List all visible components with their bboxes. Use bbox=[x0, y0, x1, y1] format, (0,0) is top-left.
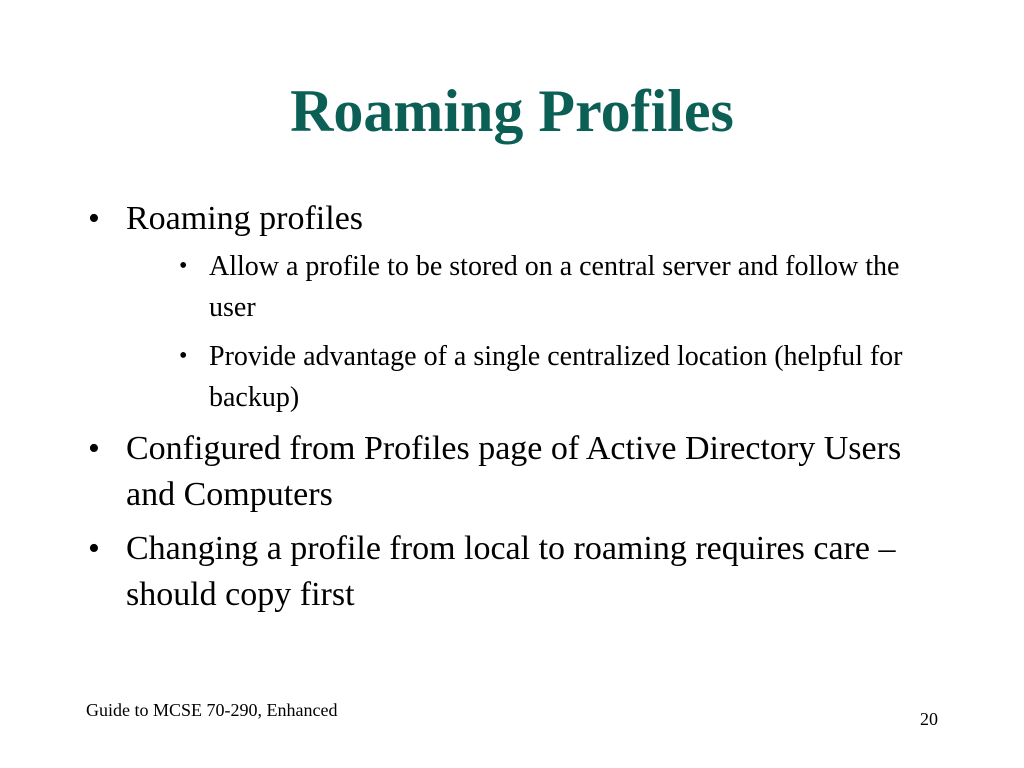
bullet-list bbox=[88, 196, 948, 626]
bullet-dot-icon: • bbox=[88, 200, 100, 237]
bullet-text: Configured from Profiles page of Active Directory Users and Computers bbox=[126, 430, 902, 513]
sub-bullet-item bbox=[126, 246, 948, 328]
sub-bullet-text: Provide advantage of a single centralized location (helpful for backup) bbox=[209, 341, 903, 413]
sub-bullet-dot-icon: • bbox=[179, 253, 188, 279]
sub-bullet-dot-icon: • bbox=[179, 343, 188, 369]
slide-title: Roaming Profiles bbox=[290, 78, 734, 144]
sub-bullet-list bbox=[126, 246, 948, 418]
bullet-dot-icon: • bbox=[88, 430, 100, 467]
bullet-text: Changing a profile from local to roaming requires care – should copy first bbox=[126, 530, 896, 613]
bullet-text: Roaming profiles bbox=[126, 200, 364, 237]
footer-source: Guide to MCSE 70-290, Enhanced bbox=[86, 700, 338, 720]
bullet-item bbox=[88, 196, 948, 418]
bullet-item bbox=[88, 526, 948, 618]
sub-bullet-item bbox=[126, 336, 948, 418]
bullet-dot-icon: • bbox=[88, 530, 100, 567]
sub-bullet-text: Allow a profile to be stored on a central server and follow the user bbox=[209, 251, 900, 323]
page-number: 20 bbox=[920, 709, 938, 729]
bullet-item bbox=[88, 426, 948, 518]
